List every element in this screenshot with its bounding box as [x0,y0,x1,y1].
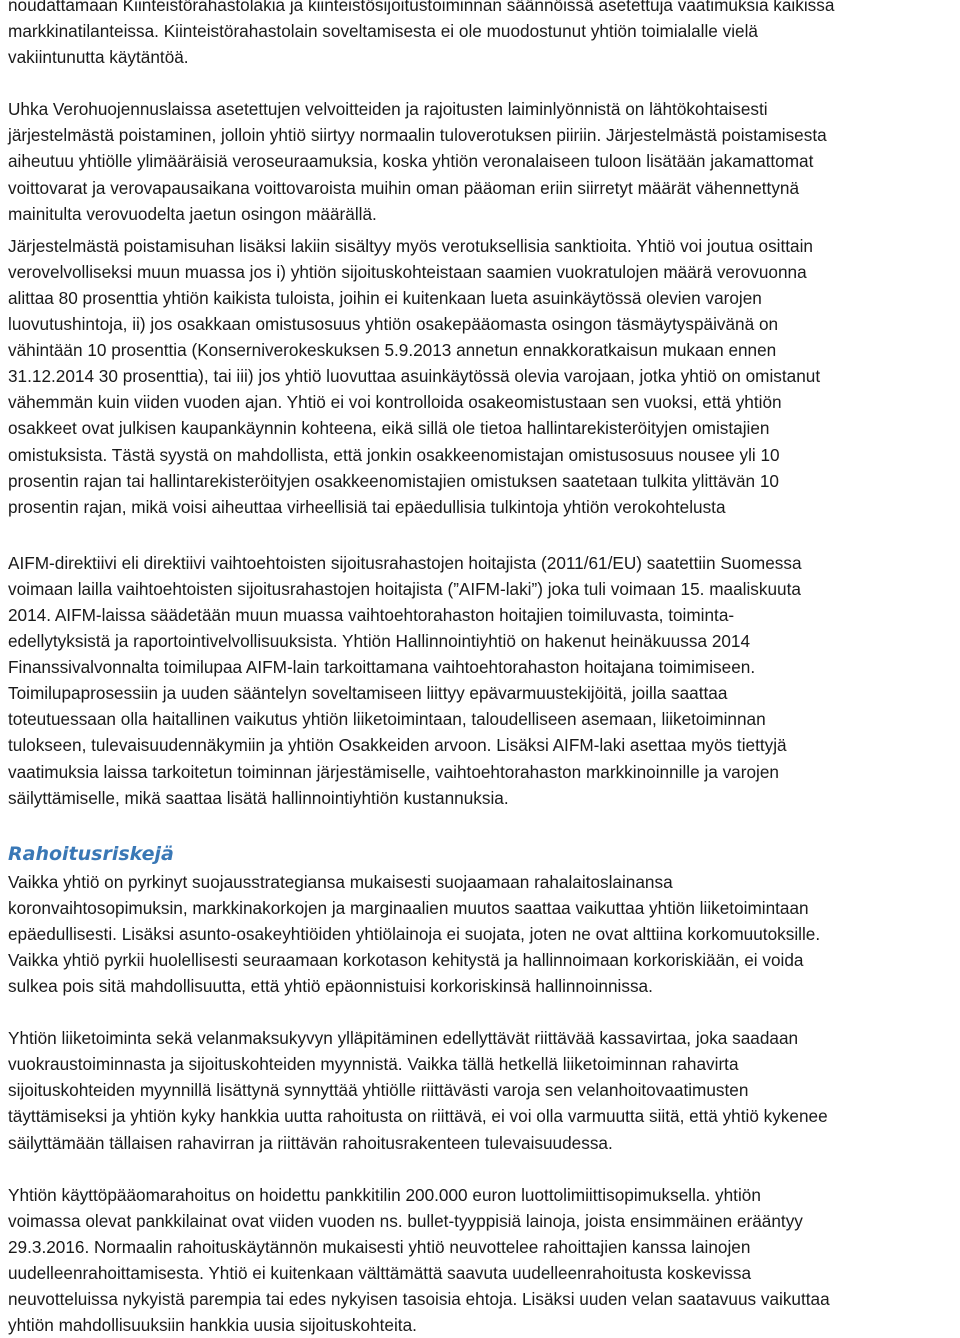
document-page [8,0,956,1338]
paragraph-kayttopaomarahoitus: Yhtiön käyttöpääomarahoitus on hoidettu pankkitilin 200.000 euron luottolimiittisopimuksella. yhtiön voimassa olevat pankkilainat ovat viiden vuoden ns. bullet-tyyppisiä lainoja, joista ensimmäinen erääntyy 29.3.2016. Normaalin rahoituskäytännön mukaisesti yhtiö neuvottelee rahoittajien kanssa lainojen uudelleenrahoittamisesta. Yhtiö ei kuitenkaan välttämättä saavuta uudelleenrahoitusta koskevissa neuvotteluissa nykyistä parempia tai edes nykyisen tasoisia ehtoja. Lisäksi uuden velan saatavuus vaikuttaa yhtiön mahdollisuuksiin hankkia uusia sijoituskohteita. [8,1184,830,1336]
paragraph-kiinteistorahastolaki: noudattamaan Kiinteistörahastolakia ja kiinteistösijoitustoiminnan säännöissä asetettuja vaatimuksia kaikissa markkinatilanteissa. Kiinteistörahastolain soveltamisesta ei ole muodostunut yhtiön toimialalle vielä vakiintunutta käytäntöä. [8,0,835,68]
paragraph-verohuojennuslaki: Uhka Verohuojennuslaissa asetettujen velvoitteiden ja rajoitusten laiminlyönnistä on lähtökohtaisesti järjestelmästä poistaminen, jolloin yhtiö siirtyy normaalin tuloverotuksen piiriin. Järjestelmästä poistamisesta aiheutuu yhtiölle ylimääräisiä veroseuraamuksia, koska yhtiön veronalaiseen tuloon lisätään jakamattomat voittovarat ja verovapausaikana voittovaroista muihin oman pääoman eriin siirretyt määrät vähennettynä mainitulta verovuodelta jaetun osingon määrällä. [8,99,827,224]
paragraph-verotukselliset-sanktiot: Järjestelmästä poistamisuhan lisäksi lakiin sisältyy myös verotuksellisia sanktioita. Yhtiö voi joutua osittain verovelvolliseksi muun muassa jos i) yhtiön sijoituskohteistaan saamien vuokratulojen määrä verovuonna alittaa 80 prosenttia yhtiön kaikista tuloista, joihin ei kuitenkaan lueta asuinkäytössä olevien varojen luovutushintoja, ii) jos osakkaan omistusosuus yhtiön osakepääomasta osingon täsmäytyspäivänä on vähintään 10 prosenttia (Konserniverokeskuksen 5.9.2013 annetun ennakkoratkaisun mukaan ennen 31.12.2014 30 prosenttia), tai iii) jos yhtiö luovuttaa asuinkäytössä olevia varojaan, jotka yhtiö on omistanut vähemmän kuin viiden vuoden ajan. Yhtiö ei voi kontrolloida osakeomistustaan sen vuoksi, että yhtiön osakkeet ovat julkisen kaupankäynnin kohteena, eikä sillä ole tietoa hallintarekisteröityjen omistajien omistuksista. Tästä syystä on mahdollista, että jonkin osakkeenomistajan omistusosuus nousee yli 10 prosentin rajan tai hallintarekisteröityjen osakkeenomistajien omistuksen saatetaan tulkita ylittävän 10 prosentin rajan, mikä voisi aiheuttaa virheellisiä tai epäedullisia tulkintoja yhtiön verokohtelusta [8,235,821,517]
paragraph-kassavirta: Yhtiön liiketoiminta sekä velanmaksukyvyn ylläpitäminen edellyttävät riittävää kassavirtaa, joka saadaan vuokraustoiminnasta ja sijoituskohteiden myynnistä. Vaikka tällä hetkellä liiketoiminnan rahavirta sijoituskohteiden myynnillä lisättynä synnyttää yhtiölle riittävästi varoja sen velanhoitovaatimusten täyttämiseksi ja yhtiön kyky hankkia uutta rahoitusta on riittävä, ei voi olla varmuutta siitä, että yhtiö kykenee säilyttämään tällaisen rahavirran ja riittävän rahoitusrakenteen tulevaisuudessa. [8,1028,828,1153]
paragraph-aifm-direktiivi: AIFM-direktiivi eli direktiivi vaihtoehtoisten sijoitusrahastojen hoitajista (2011/61/EU) saatettiin Suomessa voimaan lailla vaihtoehtoisten sijoitusrahastojen hoitajista (”AIFM-laki”) joka tuli voimaan 15. maaliskuuta 2014. AIFM-laissa säädetään muun muassa vaihtoehtorahaston hoitajien toimiluvasta, toiminta- edellytyksistä ja raportointivelvollisuuksista. Yhtiön Hallinnointiyhtiö on hakenut heinäkuussa 2014 Finanssivalvonnalta toimilupaa AIFM-lain tarkoittamana vaihtoehtorahaston hoitajana toimimiseen. Toimilupaprosessiin ja uuden sääntelyn soveltamiseen liittyy epävarmuustekijöitä, joilla saattaa toteutuessaan olla haitallinen vaikutus yhtiön liiketoimintaan, taloudelliseen asemaan, liiketoiminnan tulokseen, tulevaisuudennäkymiin ja yhtiön Osakkeiden arvoon. Lisäksi AIFM-laki asettaa myös tiettyjä vaatimuksia laissa tarkoitetun toiminnan järjestämiselle, vaihtoehtorahaston markkinoinnille ja varojen säilyttämiselle, mikä saattaa lisätä hallinnointiyhtiön kustannuksia. [8,552,802,808]
section-heading-rahoitusriskeja: Rahoitusriskejä [8,842,174,865]
paragraph-korkoriski: Vaikka yhtiö on pyrkinyt suojausstrategiansa mukaisesti suojaamaan rahalaitoslainansa koronvaihtosopimuksin, markkinakorkojen ja marginaalien muutos saattaa vaikuttaa yhtiön liiketoimintaan epäedullisesti. Lisäksi asunto-osakeyhtiöiden yhtiölainoja ei suojata, joten ne ovat alttiina korkomuutoksille. Vaikka yhtiö pyrkii huolellisesti seuraamaan korkotason kehitystä ja hallinnoimaan korkoriskiään, ei voida sulkea pois sitä mahdollisuutta, että yhtiö epäonnistuisi korkoriskinsä hallinnoinnissa. [8,871,821,997]
